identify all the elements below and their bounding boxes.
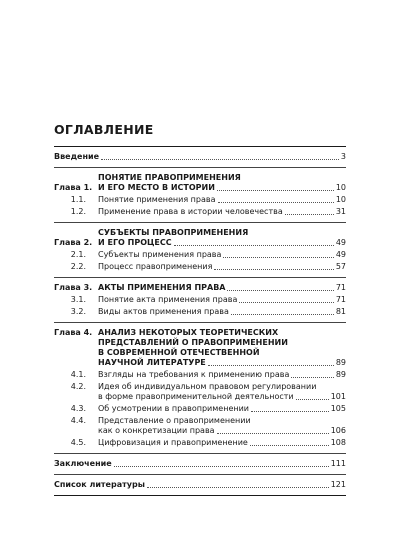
dot-leader xyxy=(239,302,333,303)
chapter-number: Глава 3. xyxy=(54,283,93,292)
toc-entry-section-1-1[interactable] xyxy=(54,195,346,205)
dot-leader xyxy=(101,159,339,160)
entry-page: 57 xyxy=(335,262,346,271)
section-number: 3.2. xyxy=(70,307,86,316)
entry-label: Взгляды на требования к применению права xyxy=(98,370,290,379)
toc-entry-chapter-1[interactable] xyxy=(54,173,346,193)
chapter-3-block xyxy=(54,278,346,322)
chapter-number: Глава 2. xyxy=(54,238,93,247)
entry-page: 89 xyxy=(335,358,346,367)
section-number: 4.3. xyxy=(70,404,86,413)
toc-entry-chapter-3[interactable] xyxy=(54,283,346,293)
entry-label: Об усмотрении в правоприменении xyxy=(98,404,249,413)
chapter-title-line: И ЕГО МЕСТО В ИСТОРИИ xyxy=(98,183,215,192)
toc-entry-section-1-2[interactable] xyxy=(54,207,346,217)
entry-page: 111 xyxy=(330,459,346,468)
entry-label-line: в форме правоприменительной деятельности xyxy=(98,392,294,401)
dot-leader xyxy=(223,257,333,258)
toc-entry-section-3-2[interactable] xyxy=(54,307,346,317)
section-number: 2.1. xyxy=(70,250,86,259)
entry-page: 89 xyxy=(335,370,346,379)
toc-entry-section-4-4[interactable] xyxy=(54,416,346,436)
section-number: 1.2. xyxy=(70,207,86,216)
toc-entry-section-4-5[interactable] xyxy=(54,438,346,448)
dot-leader xyxy=(208,365,334,366)
entry-label: Виды актов применения права xyxy=(98,307,229,316)
section-number: 4.2. xyxy=(70,382,86,391)
dot-leader xyxy=(217,190,334,191)
entry-label-line: Представление о правоприменении xyxy=(98,416,251,425)
dot-leader xyxy=(251,411,329,412)
dot-leader xyxy=(285,214,334,215)
section-number: 4.1. xyxy=(70,370,86,379)
dot-leader xyxy=(218,202,334,203)
entry-label: Цифровизация и правоприменение xyxy=(98,438,248,447)
chapter-title-line: И ЕГО ПРОЦЕСС xyxy=(98,238,172,247)
chapter-1-block xyxy=(54,168,346,222)
entry-page: 101 xyxy=(330,392,346,401)
entry-page: 31 xyxy=(335,207,346,216)
dot-leader xyxy=(227,290,333,291)
dot-leader xyxy=(250,445,329,446)
dot-leader xyxy=(174,245,334,246)
chapter-title-line: АКТЫ ПРИМЕНЕНИЯ ПРАВА xyxy=(98,283,226,292)
toc-entry-section-2-1[interactable] xyxy=(54,250,346,260)
toc-entry-chapter-4[interactable] xyxy=(54,328,346,368)
chapter-title-line: НАУЧНОЙ ЛИТЕРАТУРЕ xyxy=(98,358,206,367)
section-number: 1.1. xyxy=(70,195,86,204)
dot-leader xyxy=(231,314,334,315)
chapter-2-block xyxy=(54,223,346,277)
dot-leader xyxy=(217,433,329,434)
entry-label: Применение права в истории человечества xyxy=(98,207,283,216)
toc-entry-section-2-2[interactable] xyxy=(54,262,346,272)
entry-page: 105 xyxy=(330,404,346,413)
entry-page: 49 xyxy=(335,250,346,259)
toc-entry-chapter-2[interactable] xyxy=(54,228,346,248)
chapter-title-line: СУБЪЕКТЫ ПРАВОПРИМЕНЕНИЯ xyxy=(98,228,249,237)
entry-page: 10 xyxy=(335,183,346,192)
entry-label: Субъекты применения права xyxy=(98,250,222,259)
entry-label: Заключение xyxy=(54,459,112,468)
entry-label-line: как о конкретизации права xyxy=(98,426,215,435)
entry-label: Список литературы xyxy=(54,480,145,489)
toc-entry-section-4-3[interactable] xyxy=(54,404,346,414)
dot-leader xyxy=(214,269,333,270)
entry-page: 10 xyxy=(335,195,346,204)
divider xyxy=(54,495,346,496)
chapter-number: Глава 4. xyxy=(54,328,93,337)
chapter-title-line: ПРЕДСТАВЛЕНИЙ О ПРАВОПРИМЕНЕНИИ xyxy=(98,338,288,347)
dot-leader xyxy=(291,377,333,378)
toc-entry-section-4-2[interactable] xyxy=(54,382,346,402)
toc-entry-section-3-1[interactable] xyxy=(54,295,346,305)
entry-label: Понятие акта применения права xyxy=(98,295,238,304)
table-of-contents xyxy=(54,146,346,496)
page-title: ОГЛАВЛЕНИЕ xyxy=(54,122,154,137)
dot-leader xyxy=(147,487,329,488)
entry-page: 71 xyxy=(335,283,346,292)
chapter-title-line: АНАЛИЗ НЕКОТОРЫХ ТЕОРЕТИЧЕСКИХ xyxy=(98,328,279,337)
chapter-number: Глава 1. xyxy=(54,183,93,192)
entry-label: Понятие применения права xyxy=(98,195,216,204)
section-number: 3.1. xyxy=(70,295,86,304)
section-number: 4.5. xyxy=(70,438,86,447)
toc-entry-conclusion[interactable] xyxy=(54,459,346,469)
toc-entry-bibliography[interactable] xyxy=(54,480,346,490)
entry-page: 106 xyxy=(330,426,346,435)
chapter-4-block xyxy=(54,323,346,453)
entry-page: 49 xyxy=(335,238,346,247)
entry-label-line: Идея об индивидуальном правовом регулировании xyxy=(98,382,317,391)
entry-page: 81 xyxy=(335,307,346,316)
entry-page: 108 xyxy=(330,438,346,447)
entry-page: 3 xyxy=(340,152,346,161)
entry-label: Введение xyxy=(54,152,100,161)
entry-page: 71 xyxy=(335,295,346,304)
chapter-title-line: ПОНЯТИЕ ПРАВОПРИМЕНЕНИЯ xyxy=(98,173,241,182)
dot-leader xyxy=(114,466,329,467)
toc-entry-intro[interactable] xyxy=(54,152,346,162)
entry-label: Процесс правоприменения xyxy=(98,262,213,271)
toc-entry-section-4-1[interactable] xyxy=(54,370,346,380)
section-number: 4.4. xyxy=(70,416,86,425)
dot-leader xyxy=(296,399,329,400)
section-number: 2.2. xyxy=(70,262,86,271)
chapter-title-line: В СОВРЕМЕННОЙ ОТЕЧЕСТВЕННОЙ xyxy=(98,348,260,357)
entry-page: 121 xyxy=(330,480,346,489)
